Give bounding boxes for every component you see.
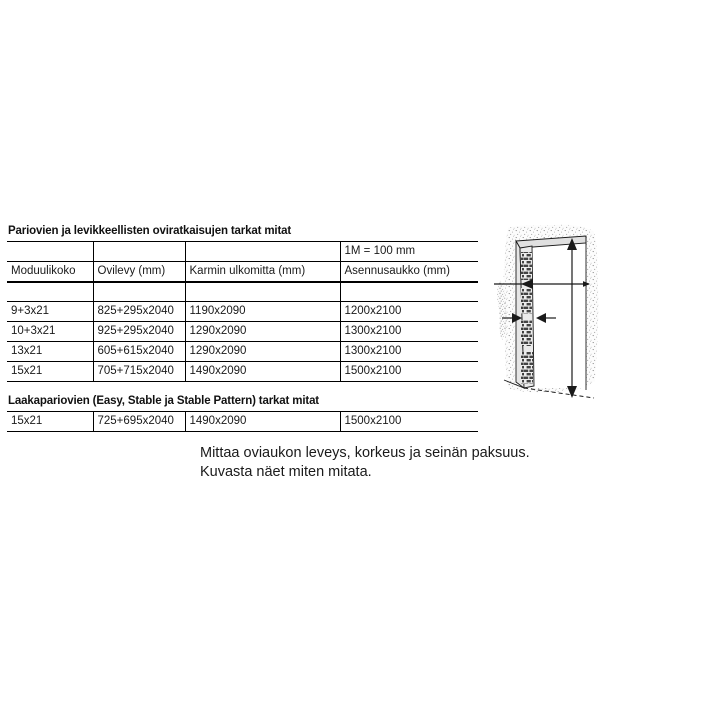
instruction-caption bbox=[200, 444, 620, 482]
cell-karmin-ulkomitta: 1290x2090 bbox=[185, 322, 340, 342]
cell-asennusaukko: 1300x2100 bbox=[340, 322, 478, 342]
table-header-row bbox=[7, 262, 478, 283]
cell-karmin-ulkomitta: 1490x2090 bbox=[185, 362, 340, 382]
cell-empty-3 bbox=[185, 242, 340, 262]
cell-moduulikoko: 9+3x21 bbox=[7, 302, 93, 322]
table-row bbox=[7, 302, 478, 322]
cell-karmin-ulkomitta: 1290x2090 bbox=[185, 342, 340, 362]
table-row bbox=[7, 412, 478, 432]
cell-spacer-2 bbox=[93, 282, 185, 302]
cell-ovilevy: 605+615x2040 bbox=[93, 342, 185, 362]
cell-asennusaukko: 1500x2100 bbox=[340, 362, 478, 382]
main-dimensions-table bbox=[7, 241, 478, 382]
cell-karmin-ulkomitta: 1190x2090 bbox=[185, 302, 340, 322]
table-row-spacer bbox=[7, 282, 478, 302]
cell-ovilevy: 725+695x2040 bbox=[93, 412, 185, 432]
column-header-karmin-ulkomitta: Karmin ulkomitta (mm) bbox=[185, 262, 340, 283]
laakapariovet-dimensions-table bbox=[7, 411, 478, 432]
cell-spacer-1 bbox=[7, 282, 93, 302]
cell-asennusaukko: 1200x2100 bbox=[340, 302, 478, 322]
cell-asennusaukko: 1500x2100 bbox=[340, 412, 478, 432]
cell-moduulikoko: 10+3x21 bbox=[7, 322, 93, 342]
second-table-heading: Laakapariovien (Easy, Stable ja Stable Pattern) tarkat mitat bbox=[8, 395, 319, 407]
cell-asennusaukko: 1300x2100 bbox=[340, 342, 478, 362]
cell-moduulikoko: 13x21 bbox=[7, 342, 93, 362]
cell-karmin-ulkomitta: 1490x2090 bbox=[185, 412, 340, 432]
cell-moduulikoko: 15x21 bbox=[7, 362, 93, 382]
cell-ovilevy: 705+715x2040 bbox=[93, 362, 185, 382]
table-row-unit-note bbox=[7, 242, 478, 262]
cell-empty-2 bbox=[93, 242, 185, 262]
cell-spacer-3 bbox=[185, 282, 340, 302]
cell-unit-note: 1M = 100 mm bbox=[340, 242, 478, 262]
caption-line-1: Mittaa oviaukon leveys, korkeus ja seinän paksuus. bbox=[200, 445, 530, 461]
door-opening-measurement-diagram bbox=[494, 222, 606, 404]
table-row bbox=[7, 342, 478, 362]
column-header-ovilevy: Ovilevy (mm) bbox=[93, 262, 185, 283]
cell-ovilevy: 825+295x2040 bbox=[93, 302, 185, 322]
column-header-asennusaukko: Asennusaukko (mm) bbox=[340, 262, 478, 283]
caption-line-2: Kuvasta näet miten mitata. bbox=[200, 464, 372, 480]
cell-moduulikoko: 15x21 bbox=[7, 412, 93, 432]
cell-ovilevy: 925+295x2040 bbox=[93, 322, 185, 342]
cell-empty-1 bbox=[7, 242, 93, 262]
table-row bbox=[7, 362, 478, 382]
column-header-moduulikoko: Moduulikoko bbox=[7, 262, 93, 283]
table-row bbox=[7, 322, 478, 342]
cell-spacer-4 bbox=[340, 282, 478, 302]
main-table-heading: Pariovien ja levikkeellisten oviratkaisujen tarkat mitat bbox=[8, 225, 292, 237]
